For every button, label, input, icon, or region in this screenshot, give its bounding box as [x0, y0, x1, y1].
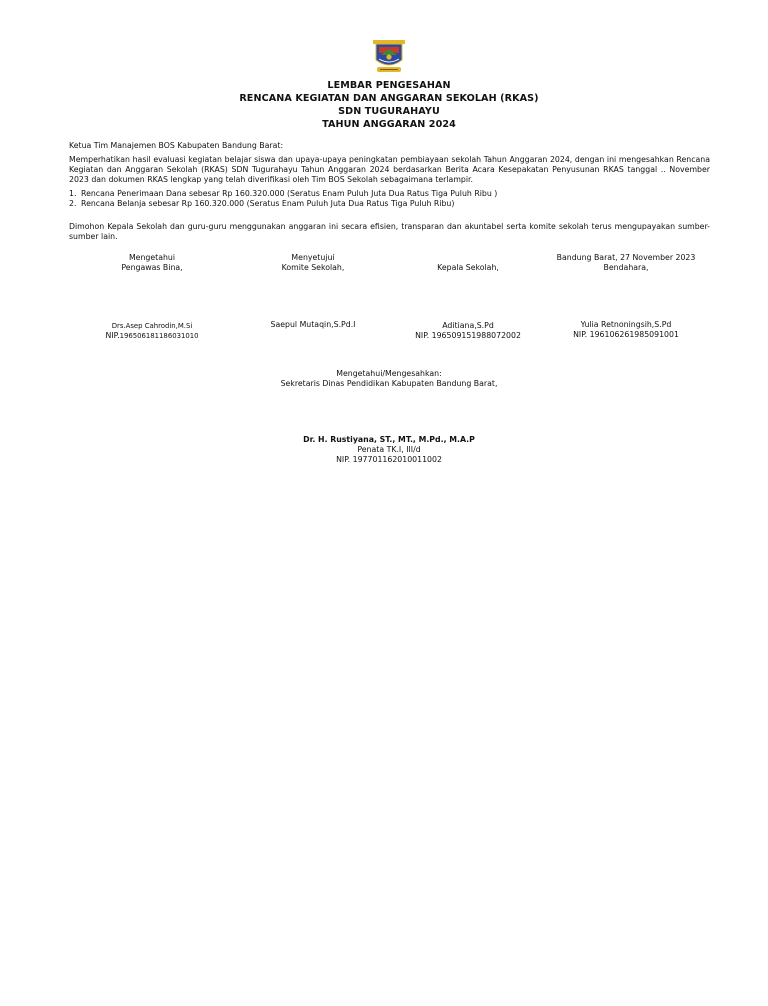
dinas-name: Dr. H. Rustiyana, ST., MT., M.Pd., M.A.P [303, 435, 475, 444]
title-line-4: TAHUN ANGGARAN 2024 [322, 119, 456, 130]
bendahara-label-text: Bendahara, [603, 263, 649, 272]
bendahara-nip: NIP. 196106261985091001 [573, 330, 679, 339]
komite-name: Saepul Mutaqin,S.Pd.I [270, 320, 356, 329]
pengawas-label-1: Mengetahui [128, 253, 176, 262]
kepsek-name: Aditiana,S.Pd [442, 321, 494, 330]
bendahara-label [541, 253, 711, 273]
dinas-label-2: Sekretaris Dinas Pendidikan Kabupaten Bandung Barat, [280, 379, 498, 388]
komite-signatory [243, 320, 383, 330]
pengawas-nip-prefix: NIP. [105, 331, 120, 340]
bandung-barat-emblem-icon [372, 38, 406, 74]
pengawas-label [82, 253, 222, 273]
list-number: 2. [69, 198, 77, 208]
budget-list [69, 189, 710, 209]
title-line-1: LEMBAR PENGESAHAN [327, 80, 451, 91]
list-number: 1. [69, 189, 77, 198]
document-title [0, 79, 768, 131]
bendahara-place-date: Bandung Barat, 27 November 2023 [556, 253, 696, 262]
pengawas-nip [82, 331, 222, 341]
list-text: Rencana Belanja sebesar Rp 160.320.000 (Seratus Enam Puluh Juta Dua Ratus Tiga Puluh Ribu) [81, 198, 455, 208]
kepsek-nip: NIP. 196509151988072002 [415, 331, 521, 340]
komite-label-2: Komite Sekolah, [281, 263, 345, 272]
dinas-label [189, 369, 589, 389]
dinas-rank: Penata TK.I, III/d [357, 445, 421, 454]
kepsek-label [398, 263, 538, 273]
bendahara-name: Yulia Retnoningsih,S.Pd [580, 320, 672, 329]
closing-paragraph: Dimohon Kepala Sekolah dan guru-guru menggunakan anggaran ini secara efisien, transparan dan akuntabel serta komite sekolah terus mengupayakan sumber-sumber lain. [69, 222, 710, 241]
pengawas-signatory [82, 321, 222, 341]
komite-label [243, 253, 383, 273]
dinas-label-1: Mengetahui/Mengesahkan: [336, 369, 442, 378]
addressee: Ketua Tim Manajemen BOS Kabupaten Bandung Barat: [69, 141, 284, 150]
kepsek-signatory [388, 321, 548, 341]
list-text: Rencana Penerimaan Dana sebesar Rp 160.320.000 (Seratus Enam Puluh Juta Dua Ratus Tiga Puluh Ribu ) [81, 189, 498, 198]
dinas-nip: NIP. 197701162010011002 [336, 455, 442, 464]
list-item [69, 199, 710, 209]
kepsek-label-text: Kepala Sekolah, [437, 263, 499, 272]
dinas-signatory [189, 435, 589, 465]
komite-label-1: Menyetujui [291, 253, 335, 262]
pengawas-label-2: Pengawas Bina, [121, 263, 183, 272]
pengawas-name: Drs.Asep Cahrodin,M.Si [111, 322, 193, 330]
bendahara-signatory [541, 320, 711, 340]
approval-paragraph: Memperhatikan hasil evaluasi kegiatan belajar siswa dan upaya-upaya peningkatan pembiayaan sekolah Tahun Anggaran 2024, dengan ini mengesahkan Rencana Kegiatan dan Anggaran Sekolah (RKAS) SDN Tugurahayu Tahun Anggaran 2024 berdasarkan Berita Acara Kesepakatan Penyusunan RKAS tanggal .. November 2023 dan dokumen RKAS lengkap yang telah diverifikasi oleh Tim BOS Sekolah sebagaimana terlampir. [69, 155, 710, 184]
title-line-2: RENCANA KEGIATAN DAN ANGGARAN SEKOLAH (RKAS) [239, 93, 539, 104]
pengawas-nip-number: 196506181186031010 [119, 332, 199, 340]
list-item [69, 189, 710, 199]
title-line-3: SDN TUGURAHAYU [338, 106, 440, 117]
